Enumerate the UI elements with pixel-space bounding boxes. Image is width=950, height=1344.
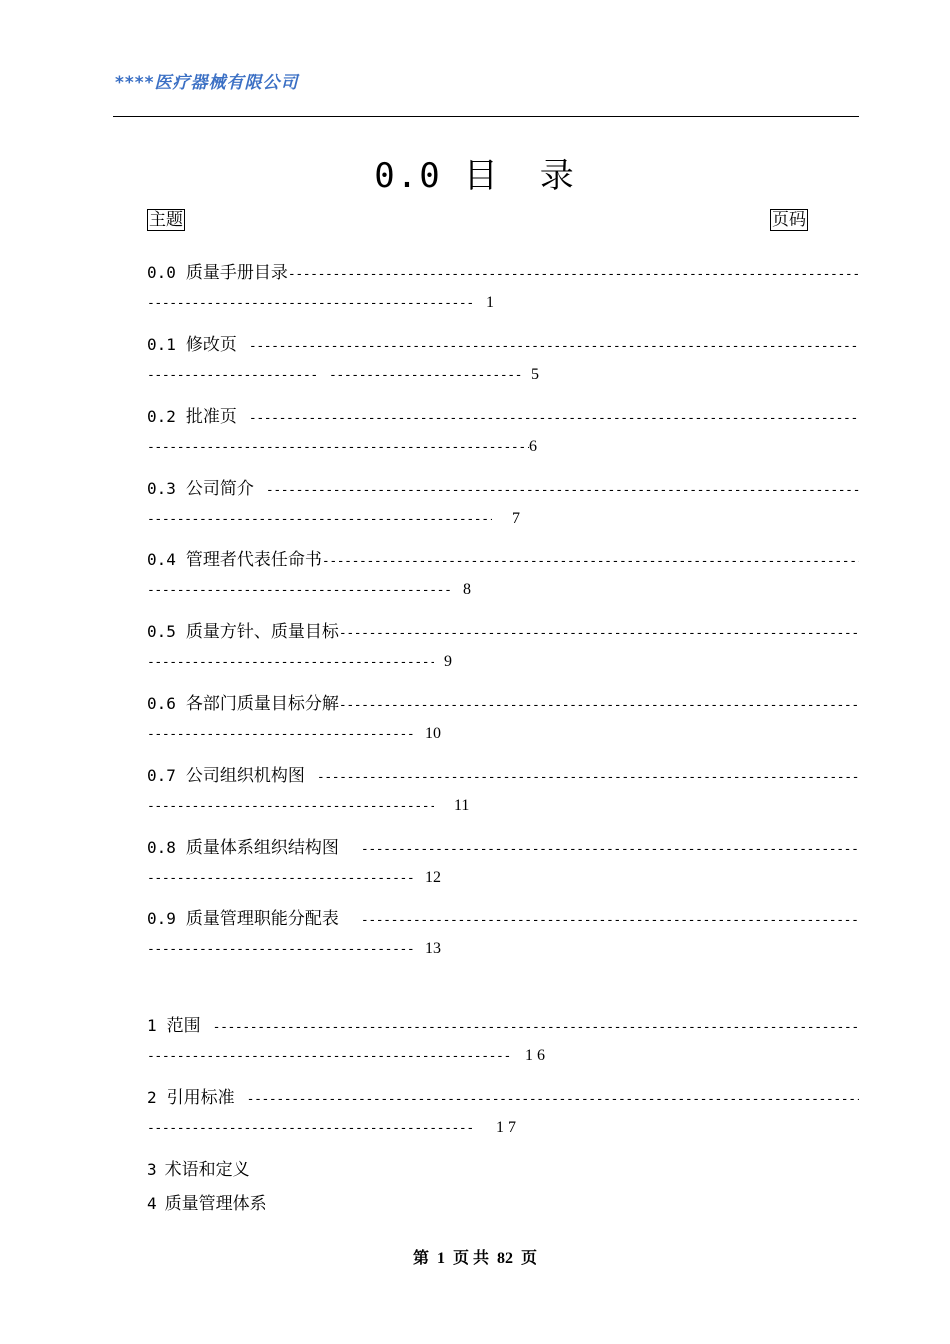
- toc-label: 质量方针、质量目标: [185, 622, 339, 642]
- toc-entry[interactable]: [147, 1189, 267, 1214]
- title-number: 0.0: [374, 156, 442, 196]
- footer-total-pages: 82: [497, 1250, 513, 1267]
- toc-page-number: 12: [425, 869, 441, 886]
- toc-label: 管理者代表任命书: [185, 550, 322, 570]
- toc-page-number: 5: [531, 366, 539, 383]
- footer-suffix: 页: [521, 1250, 538, 1267]
- toc-label: 范围: [166, 1016, 201, 1036]
- toc-entry[interactable]: [147, 904, 859, 957]
- toc-entry[interactable]: [147, 761, 859, 814]
- leader-dots: [361, 842, 859, 857]
- toc-entry[interactable]: [147, 545, 859, 598]
- leader-dots: [147, 440, 529, 455]
- leader-dots: [339, 698, 859, 713]
- toc-label: 术语和定义: [164, 1160, 250, 1180]
- toc-label: 公司组织机构图: [185, 766, 305, 786]
- toc-entry[interactable]: [147, 330, 859, 383]
- leader-dots: [213, 1020, 859, 1035]
- column-header-page: 页码: [772, 210, 806, 230]
- leader-dots: [361, 913, 859, 928]
- toc-label: 修改页: [185, 335, 237, 355]
- leader-dots: [288, 267, 859, 282]
- toc-entry[interactable]: [147, 474, 859, 527]
- column-header-topic: 主题: [149, 210, 183, 230]
- leader-dots: [322, 554, 859, 569]
- leader-dots: [249, 339, 859, 354]
- toc-number: 0.2: [147, 407, 176, 426]
- leader-dots: [147, 512, 492, 527]
- leader-dots: [339, 626, 859, 641]
- footer-mid: 页 共: [452, 1250, 489, 1267]
- leader-dots: [249, 411, 859, 426]
- toc-label: 批准页: [185, 407, 237, 427]
- leader-dots: [247, 1092, 859, 1107]
- toc-page-number: 11: [454, 797, 470, 814]
- toc-number: 0.4: [147, 550, 176, 569]
- leader-dots: [147, 1049, 511, 1064]
- toc-page-number: 13: [425, 940, 441, 957]
- toc-number: 0.8: [147, 838, 176, 857]
- toc-label: 质量管理体系: [164, 1194, 267, 1214]
- title-char-2: 录: [539, 156, 576, 196]
- toc-label: 质量管理职能分配表: [185, 909, 339, 929]
- toc-page-number: 1: [486, 294, 494, 311]
- toc-entry[interactable]: [147, 1083, 859, 1136]
- leader-dots: [147, 655, 434, 670]
- toc-label: 引用标准: [166, 1088, 235, 1108]
- leader-dots: [266, 483, 859, 498]
- toc-number: 0.5: [147, 622, 176, 641]
- toc-number: 0.7: [147, 766, 176, 785]
- toc-label: 质量手册目录: [185, 263, 288, 283]
- company-name: ****医疗器械有限公司: [115, 73, 299, 93]
- toc-label: 各部门质量目标分解: [185, 694, 339, 714]
- leader-dots: [329, 368, 521, 383]
- toc-page-number: 8: [463, 581, 471, 598]
- toc-entry[interactable]: [147, 402, 859, 455]
- leader-dots: [147, 583, 453, 598]
- footer-prefix: 第: [412, 1250, 429, 1267]
- page-title: [0, 148, 950, 197]
- toc-page-number: 1 6: [525, 1047, 545, 1064]
- toc-number: 1: [147, 1016, 157, 1035]
- leader-dots: [147, 871, 415, 886]
- toc-page-number: 10: [425, 725, 441, 742]
- toc-entry[interactable]: [147, 1155, 250, 1180]
- leader-dots: [317, 770, 859, 785]
- leader-dots: [147, 942, 415, 957]
- toc-number: 4: [147, 1194, 157, 1213]
- leader-dots: [147, 368, 319, 383]
- toc-entry[interactable]: [147, 258, 859, 311]
- toc-page-number: 9: [444, 653, 452, 670]
- toc-number: 0.3: [147, 479, 176, 498]
- toc-page-number: 6: [529, 438, 537, 455]
- toc-page-number: 1 7: [496, 1119, 516, 1136]
- toc-entry[interactable]: [147, 689, 859, 742]
- header-divider: [113, 116, 859, 117]
- toc-number: 2: [147, 1088, 157, 1107]
- toc-number: 3: [147, 1160, 157, 1179]
- toc-page-number: 7: [512, 510, 520, 527]
- toc-label: 质量体系组织结构图: [185, 838, 339, 858]
- toc-entry[interactable]: [147, 617, 859, 670]
- page-footer: [0, 1245, 950, 1268]
- toc-number: 0.1: [147, 335, 176, 354]
- leader-dots: [147, 727, 415, 742]
- leader-dots: [147, 296, 472, 311]
- toc-label: 公司简介: [185, 479, 254, 499]
- leader-dots: [147, 799, 434, 814]
- toc-entry[interactable]: [147, 833, 859, 886]
- toc-number: 0.6: [147, 694, 176, 713]
- title-char-1: 目: [463, 156, 500, 196]
- footer-current-page: 1: [436, 1250, 445, 1267]
- toc-entry[interactable]: [147, 1011, 859, 1064]
- leader-dots: [147, 1121, 472, 1136]
- toc-number: 0.0: [147, 263, 176, 282]
- toc-number: 0.9: [147, 909, 176, 928]
